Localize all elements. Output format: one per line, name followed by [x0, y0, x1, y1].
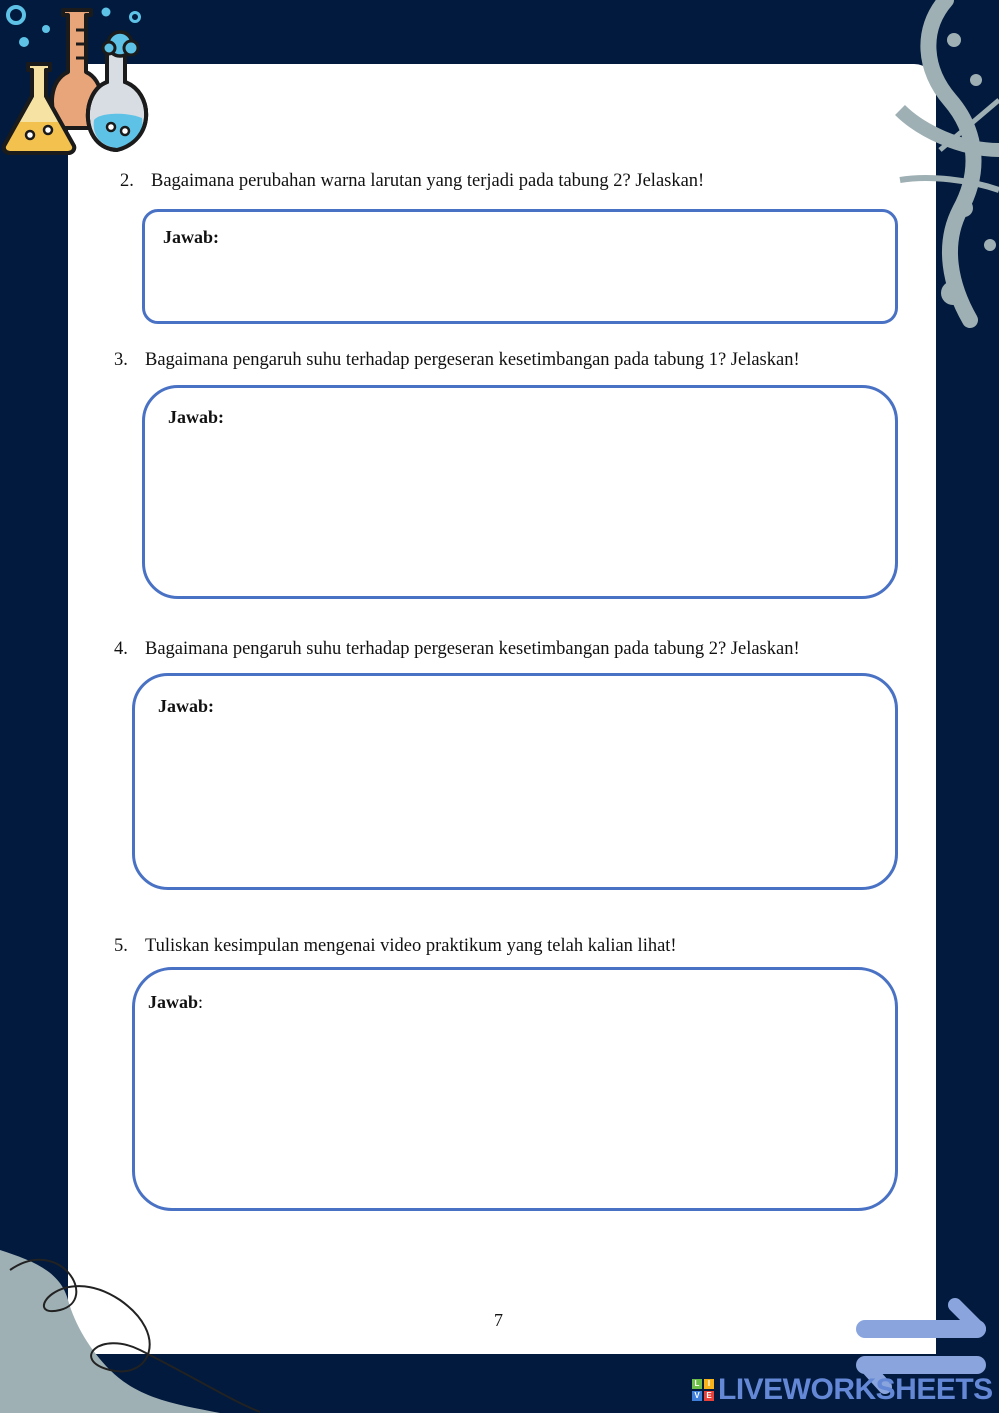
question-2 [120, 171, 704, 192]
answer-box-5[interactable] [132, 967, 898, 1211]
question-4 [114, 639, 800, 660]
answer-label-5 [148, 992, 203, 1013]
lab-flasks-icon [0, 0, 160, 160]
question-number: 3. [114, 350, 128, 370]
answer-label-text: Jawab [148, 992, 199, 1012]
brand-text: LIVEWORKSHEETS [718, 1373, 993, 1406]
answer-label-3: Jawab: [168, 407, 225, 427]
logo-letter: L [692, 1379, 702, 1389]
logo-letter: I [704, 1379, 714, 1389]
question-3 [114, 350, 800, 371]
logo-letter: E [704, 1391, 714, 1401]
answer-label-2: Jawab: [163, 227, 220, 247]
question-text: Bagaimana pengaruh suhu terhadap pergeseran kesetimbangan pada tabung 1? Jelaskan! [145, 350, 800, 370]
question-number: 2. [120, 171, 134, 191]
question-text: Bagaimana perubahan warna larutan yang terjadi pada tabung 2? Jelaskan! [151, 171, 705, 191]
logo-letter: V [692, 1391, 702, 1401]
answer-label-4: Jawab: [158, 696, 215, 716]
question-5 [114, 936, 677, 957]
answer-box-2[interactable] [142, 209, 898, 324]
answer-box-3[interactable] [142, 385, 898, 599]
question-number: 4. [114, 639, 128, 659]
question-text: Bagaimana pengaruh suhu terhadap pergeseran kesetimbangan pada tabung 2? Jelaskan! [145, 639, 800, 659]
liveworksheets-brand [692, 1373, 993, 1407]
question-number: 5. [114, 936, 128, 956]
question-text: Tuliskan kesimpulan mengenai video praktikum yang telah kalian lihat! [145, 936, 677, 956]
answer-box-4[interactable] [132, 673, 898, 890]
swirl-decoration [0, 1240, 260, 1413]
liveworksheets-logo [692, 1379, 714, 1401]
page-number: 7 [494, 1310, 503, 1330]
answer-label-suffix: : [198, 992, 204, 1012]
